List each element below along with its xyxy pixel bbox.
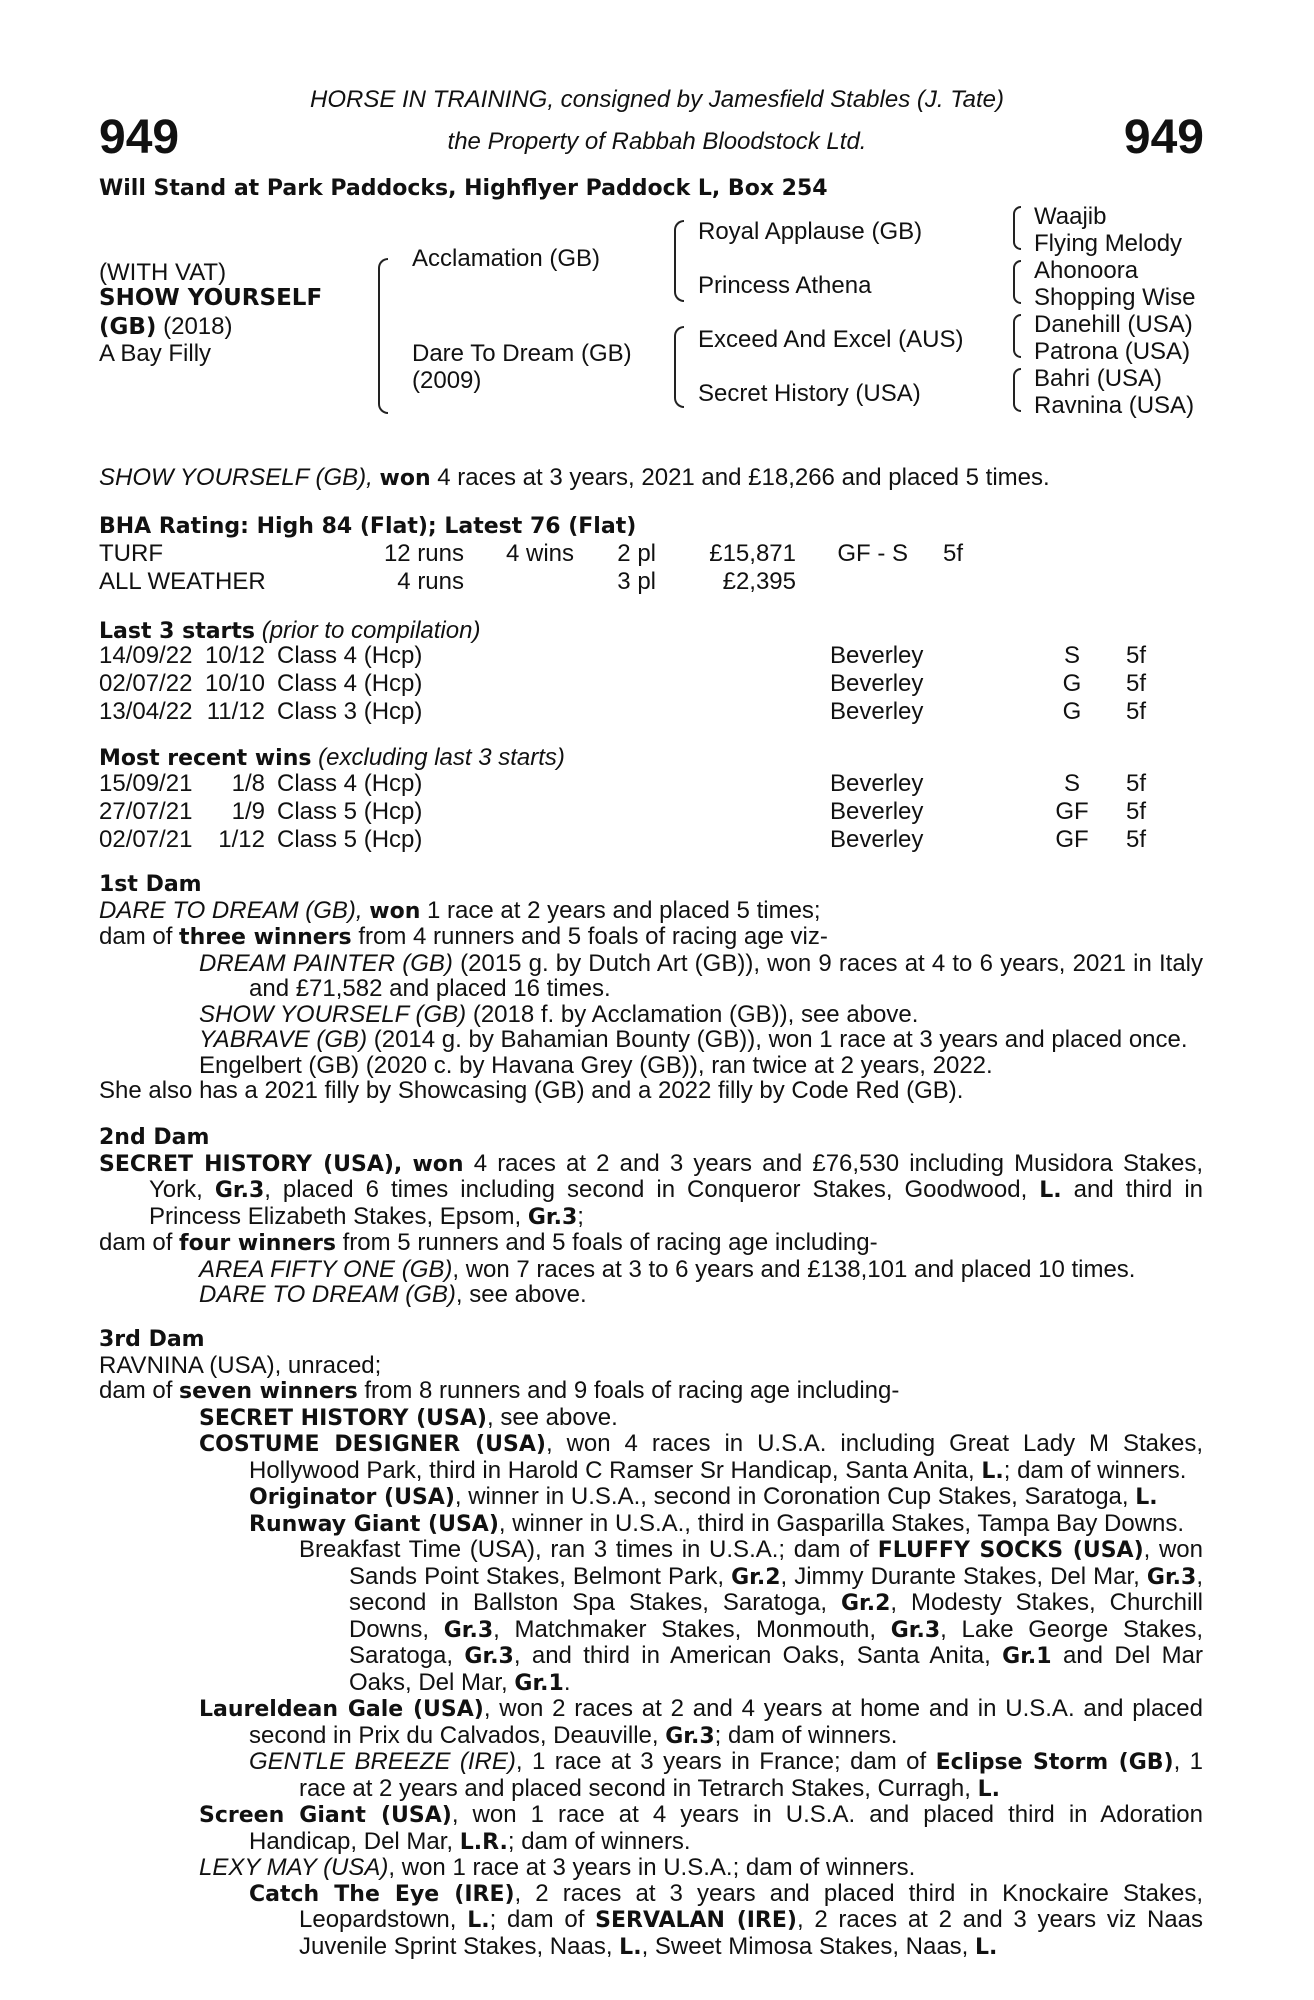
- table-row: [99, 770, 1146, 798]
- produce-record: , Matchmaker Stakes, Monmouth,: [493, 1615, 877, 1643]
- recent-wins-table: [99, 770, 1146, 854]
- distance: 5f: [1125, 826, 1146, 853]
- gen3-ddd: Ravnina (USA): [1034, 392, 1195, 419]
- first-dam-note: She also has a 2021 filly by Showcasing (GB) and a 2022 filly by Code Red (GB).: [99, 1077, 964, 1104]
- brace-ds: [1013, 314, 1021, 358]
- wins: [464, 568, 574, 596]
- record-text: 4 races at 2 and 3 years and £76,530 including Musidora Stakes, York,: [149, 1149, 1204, 1203]
- record-text: and third in Princess Elizabeth Stakes, Epsom,: [149, 1176, 1204, 1230]
- produce-name: Screen Giant (USA): [199, 1803, 452, 1828]
- going: S: [1063, 642, 1080, 669]
- class: Class 3 (Hcp): [277, 698, 423, 725]
- date: 27/07/21: [99, 798, 193, 825]
- date: 13/04/22: [99, 698, 193, 725]
- grade-label: Gr.3: [443, 1617, 494, 1643]
- table-row: [99, 798, 1146, 826]
- list-item: [99, 1802, 1203, 1855]
- produce-record: , 1 race at 3 years in France; dam of: [515, 1748, 927, 1775]
- position: 1/8: [231, 770, 265, 797]
- produce-record: , Jimmy Durante Stakes, Del Mar,: [780, 1562, 1140, 1590]
- produce-record: ; dam of winners.: [1003, 1456, 1187, 1484]
- stable-location: Will Stand at Park Paddocks, Highflyer Paddock L, Box 254: [99, 176, 828, 201]
- produce-record: ; dam of winners.: [714, 1721, 898, 1749]
- recent-wins-note: (excluding last 3 starts): [318, 744, 565, 771]
- punctuation: ;: [577, 1202, 584, 1230]
- list-item: [99, 1696, 1203, 1749]
- list-item: [99, 1749, 1203, 1802]
- race-summary: [99, 464, 1050, 492]
- lot-number-left: 949: [99, 111, 180, 164]
- sire-dam: Princess Athena: [698, 272, 872, 299]
- last-starts-heading: [99, 617, 480, 645]
- listed-label: L.: [981, 1458, 1004, 1484]
- course: Beverley: [830, 770, 924, 797]
- list-item: [99, 1027, 1203, 1053]
- wins: 4 wins: [505, 540, 574, 567]
- second-dam-section: [99, 1125, 1203, 1308]
- grade-label: Gr.3: [1146, 1564, 1197, 1590]
- brace-dam: [674, 326, 684, 408]
- going: S: [1063, 770, 1080, 797]
- record-text: , placed 6 times including second in Conqueror Stakes, Goodwood,: [264, 1176, 1028, 1203]
- date: 14/09/22: [99, 642, 193, 669]
- course: Beverley: [830, 642, 924, 669]
- gen3-sdd: Shopping Wise: [1034, 284, 1196, 311]
- grade-label: Gr.1: [1002, 1644, 1052, 1669]
- surface: ALL WEATHER: [99, 568, 266, 595]
- produce-record: ; dam of: [489, 1906, 585, 1933]
- second-dam-record: [99, 1151, 1203, 1231]
- listed-label: L.: [975, 1934, 998, 1960]
- sire-sire: Royal Applause (GB): [698, 218, 923, 245]
- gen3-sds: Ahonoora: [1034, 257, 1139, 284]
- brace-ss: [1013, 206, 1021, 250]
- winners-count: four winners: [179, 1231, 336, 1256]
- grade-label: Gr.3: [665, 1723, 715, 1749]
- table-row: [99, 670, 1146, 698]
- list-item: [99, 1537, 1203, 1696]
- going: G: [1062, 698, 1082, 725]
- grade-label: Gr.1: [514, 1670, 564, 1696]
- first-dam-line: [99, 898, 1203, 925]
- produce-summary: from 8 runners and 9 foals of racing age including-: [364, 1377, 900, 1404]
- produce-name: Eclipse Storm (GB): [935, 1750, 1174, 1775]
- going: G: [1062, 670, 1082, 697]
- position: 10/12: [204, 642, 265, 669]
- list-item: [99, 1282, 1203, 1308]
- summary-name: SHOW YOURSELF (GB),: [99, 464, 373, 491]
- list-item: [99, 1511, 1203, 1538]
- produce-record: , Modesty Stakes, Churchill Downs,: [349, 1589, 1204, 1643]
- list-item: [99, 1484, 1203, 1511]
- produce-record: , 1 race at 2 years and placed second in Tetrarch Stakes, Curragh,: [299, 1748, 1204, 1802]
- distance: [908, 568, 963, 596]
- third-dam-title: 3rd Dam: [99, 1327, 205, 1352]
- distance: 5f: [1125, 798, 1146, 825]
- produce-record: , 2 races at 3 years and placed third in Knockaire Stakes, Leopardstown,: [299, 1879, 1203, 1933]
- dam-of-label: dam of: [99, 923, 173, 950]
- produce-record: ; dam of winners.: [507, 1827, 691, 1855]
- second-dam-title: 2nd Dam: [99, 1125, 210, 1150]
- dam-of-label: dam of: [99, 1229, 173, 1256]
- course: Beverley: [830, 670, 924, 697]
- produce-name: Runway Giant (USA): [249, 1511, 499, 1537]
- horse-description: A Bay Filly: [99, 340, 212, 367]
- summary-won: won: [379, 466, 431, 491]
- listed-label: L.: [619, 1934, 642, 1960]
- produce-name: Catch The Eye (IRE): [249, 1881, 515, 1907]
- first-dam-section: [99, 872, 1203, 1104]
- grade-label: Gr.2: [731, 1564, 781, 1590]
- table-row: [99, 568, 963, 596]
- list-item: [99, 1855, 1203, 1881]
- list-item: [99, 951, 1203, 1002]
- position: 1/12: [218, 826, 265, 853]
- placed: 3 pl: [617, 568, 656, 595]
- recent-wins-heading: [99, 744, 565, 772]
- course: Beverley: [830, 698, 924, 725]
- class: Class 4 (Hcp): [277, 670, 423, 697]
- produce-name: COSTUME DESIGNER (USA): [199, 1432, 546, 1457]
- list-item: [99, 1881, 1203, 1961]
- horse-name: SHOW YOURSELF: [99, 285, 323, 311]
- brace-dd: [1013, 368, 1021, 412]
- horse-origin-year: [99, 313, 232, 341]
- first-dam-title: 1st Dam: [99, 872, 202, 897]
- class: Class 4 (Hcp): [277, 770, 423, 797]
- gen3-dds: Bahri (USA): [1034, 365, 1163, 392]
- produce-record: , see above.: [455, 1281, 587, 1308]
- produce-name: GENTLE BREEZE (IRE): [249, 1748, 516, 1775]
- produce-name: YABRAVE (GB): [199, 1026, 368, 1053]
- rating-title: BHA Rating: High 84 (Flat); Latest 76 (Flat): [99, 514, 637, 539]
- gen3-dss: Danehill (USA): [1034, 311, 1193, 338]
- winners-count: three winners: [179, 925, 352, 950]
- produce-name: LEXY MAY (USA): [199, 1854, 389, 1881]
- class: Class 5 (Hcp): [277, 798, 423, 825]
- distance: 5f: [1125, 670, 1146, 697]
- dam-dam: Secret History (USA): [698, 380, 921, 407]
- produce-record: , second in Ballston Spa Stakes, Saratoga,: [349, 1562, 1203, 1616]
- vat-status: (WITH VAT): [99, 259, 227, 286]
- produce-summary: from 5 runners and 5 foals of racing age including-: [342, 1229, 878, 1256]
- produce-name: AREA FIFTY ONE (GB): [199, 1255, 453, 1283]
- produce-record: , won 4 races in U.S.A. including Great Lady M Stakes, Hollywood Park, third in Harold C Ramser Sr Handicap, Santa Anita,: [249, 1430, 1204, 1484]
- sire: Acclamation (GB): [412, 245, 601, 272]
- listed-label: L.: [1135, 1485, 1158, 1510]
- table-row: [99, 698, 1146, 726]
- list-item: [99, 1002, 1203, 1028]
- dam-record: 1 race at 2 years and placed 5 times;: [427, 896, 821, 924]
- summary-rest: 4 races at 3 years, 2021 and £18,266 and placed 5 times.: [437, 464, 1050, 491]
- produce-record: (2018 f. by Acclamation (GB)), see above.: [472, 1000, 919, 1028]
- grade-label: Gr.3: [214, 1178, 265, 1203]
- first-dam-produce-line: [99, 924, 1203, 951]
- gen3-dsd: Patrona (USA): [1034, 338, 1191, 365]
- produce-record: , won 1 race at 4 years in U.S.A. and placed third in Adoration Handicap, Del Mar,: [249, 1801, 1204, 1855]
- winners-count: seven winners: [179, 1379, 358, 1404]
- date: 02/07/21: [99, 826, 193, 853]
- lot-number-right: 949: [1123, 111, 1204, 164]
- gen3-sss: Waajib: [1034, 203, 1107, 230]
- list-item: [99, 1431, 1203, 1484]
- second-dam-produce-line: [99, 1230, 1203, 1257]
- placed: 2 pl: [617, 540, 656, 567]
- produce-name: Laureldean Gale (USA): [199, 1697, 484, 1722]
- produce-record: , Sweet Mimosa Stakes, Naas,: [641, 1932, 969, 1960]
- dam-sire: Exceed And Excel (AUS): [698, 326, 964, 353]
- prize-money: £15,871: [709, 540, 796, 567]
- grade-label: Gr.3: [464, 1644, 514, 1669]
- surface: TURF: [99, 540, 163, 567]
- produce-record: , and third in American Oaks, Santa Anita,: [513, 1642, 991, 1669]
- produce-name: SHOW YOURSELF (GB): [199, 1000, 467, 1028]
- brace-sd: [1013, 260, 1021, 304]
- gen3-ssd: Flying Melody: [1034, 230, 1183, 257]
- produce-record: , winner in U.S.A., second in Coronation Cup Stakes, Saratoga,: [454, 1483, 1129, 1510]
- last-starts-note: (prior to compilation): [261, 617, 481, 644]
- table-row: [99, 826, 1146, 854]
- rating-table: [99, 540, 963, 596]
- grade-label: Gr.3: [527, 1204, 578, 1230]
- runs: 12 runs: [383, 540, 464, 567]
- produce-record: , won Sands Point Stakes, Belmont Park,: [349, 1536, 1203, 1590]
- produce-record: Breakfast Time (USA), ran 3 times in U.S.A.; dam of: [299, 1536, 870, 1563]
- course: Beverley: [830, 826, 924, 853]
- list-item: [99, 1405, 1203, 1432]
- position: 1/9: [231, 798, 265, 825]
- produce-record: , winner in U.S.A., third in Gasparilla Stakes, Tampa Bay Downs.: [498, 1509, 1185, 1537]
- distance: 5f: [942, 540, 963, 567]
- list-item: [99, 1257, 1203, 1283]
- dam-year: (2009): [412, 367, 482, 394]
- consignor-line: HORSE IN TRAINING, consigned by Jamesfield Stables (J. Tate): [309, 86, 1005, 113]
- dam-of-label: dam of: [99, 1377, 173, 1404]
- third-dam-line: RAVNINA (USA), unraced;: [99, 1351, 382, 1379]
- listed-label: L.R.: [459, 1829, 508, 1855]
- dam-name: SECRET HISTORY (USA),: [99, 1151, 403, 1177]
- class: Class 5 (Hcp): [277, 826, 423, 853]
- produce-name: DARE TO DREAM (GB): [199, 1281, 456, 1308]
- won-label: won: [369, 898, 421, 924]
- class: Class 4 (Hcp): [277, 642, 423, 669]
- produce-name: Originator (USA): [249, 1485, 455, 1510]
- going: GF: [1055, 798, 1089, 825]
- listed-label: L.: [467, 1908, 490, 1933]
- produce-record: , won 7 races at 3 to 6 years and £138,101 and placed 10 times.: [452, 1255, 1136, 1283]
- listed-label: L.: [1039, 1178, 1062, 1203]
- third-dam-section: [99, 1327, 1203, 1960]
- dam: Dare To Dream (GB): [412, 340, 632, 367]
- property-line: the Property of Rabbah Bloodstock Ltd.: [447, 128, 867, 155]
- horse-year: (2018): [163, 313, 233, 340]
- produce-name: SECRET HISTORY (USA): [199, 1405, 487, 1431]
- third-dam-produce-line: [99, 1378, 1203, 1405]
- grade-label: Gr.3: [890, 1617, 941, 1643]
- date: 02/07/22: [99, 670, 193, 697]
- going: [796, 568, 908, 596]
- last-starts-table: [99, 642, 1146, 726]
- position: 11/12: [206, 698, 265, 725]
- produce-name: DREAM PAINTER (GB): [199, 949, 453, 977]
- brace-sire: [674, 220, 684, 302]
- won-label: won: [412, 1151, 464, 1177]
- prize-money: £2,395: [722, 568, 796, 595]
- brace-gen1: [378, 258, 388, 414]
- last-starts-title: Last 3 starts: [99, 619, 256, 644]
- produce-record: (2015 g. by Dutch Art (GB)), won 9 races at 4 to 6 years, 2021 in Italy and £71,582 and placed 16 times.: [249, 949, 1204, 1002]
- produce-record: (2014 g. by Bahamian Bounty (GB)), won 1 race at 3 years and placed once.: [373, 1026, 1188, 1053]
- position: 10/10: [204, 670, 265, 697]
- grade-label: Gr.2: [840, 1591, 891, 1616]
- horse-origin: (GB): [99, 314, 157, 340]
- distance: 5f: [1125, 770, 1146, 797]
- going: GF: [1055, 826, 1089, 853]
- produce-name: FLUFFY SOCKS (USA): [877, 1538, 1144, 1563]
- punctuation: .: [563, 1668, 571, 1696]
- course: Beverley: [830, 798, 924, 825]
- produce-record: , won 1 race at 3 years in U.S.A.; dam of winners.: [388, 1854, 916, 1881]
- list-item: Engelbert (GB) (2020 c. by Havana Grey (GB)), ran twice at 2 years, 2022.: [199, 1051, 993, 1079]
- produce-record: , Lake George Stakes, Saratoga,: [349, 1615, 1203, 1669]
- recent-wins-title: Most recent wins: [99, 746, 312, 771]
- listed-label: L.: [977, 1776, 1000, 1802]
- date: 15/09/21: [99, 770, 193, 797]
- produce-summary: from 4 runners and 5 foals of racing age viz-: [358, 923, 828, 950]
- distance: 5f: [1125, 698, 1146, 725]
- table-row: [99, 540, 963, 568]
- produce-record: and Del Mar Oaks, Del Mar,: [349, 1642, 1204, 1696]
- produce-record: , see above.: [486, 1403, 618, 1431]
- going: GF - S: [837, 540, 908, 567]
- dam-name: DARE TO DREAM (GB),: [99, 896, 363, 924]
- table-row: [99, 642, 1146, 670]
- runs: 4 runs: [397, 568, 464, 595]
- produce-name: SERVALAN (IRE): [595, 1908, 797, 1933]
- produce-record: , won 2 races at 2 and 4 years at home and in U.S.A. and placed second in Prix du Calvados, Deauville,: [249, 1695, 1203, 1749]
- distance: 5f: [1125, 642, 1146, 669]
- produce-record: , 2 races at 2 and 3 years viz Naas Juvenile Sprint Stakes, Naas,: [299, 1906, 1203, 1960]
